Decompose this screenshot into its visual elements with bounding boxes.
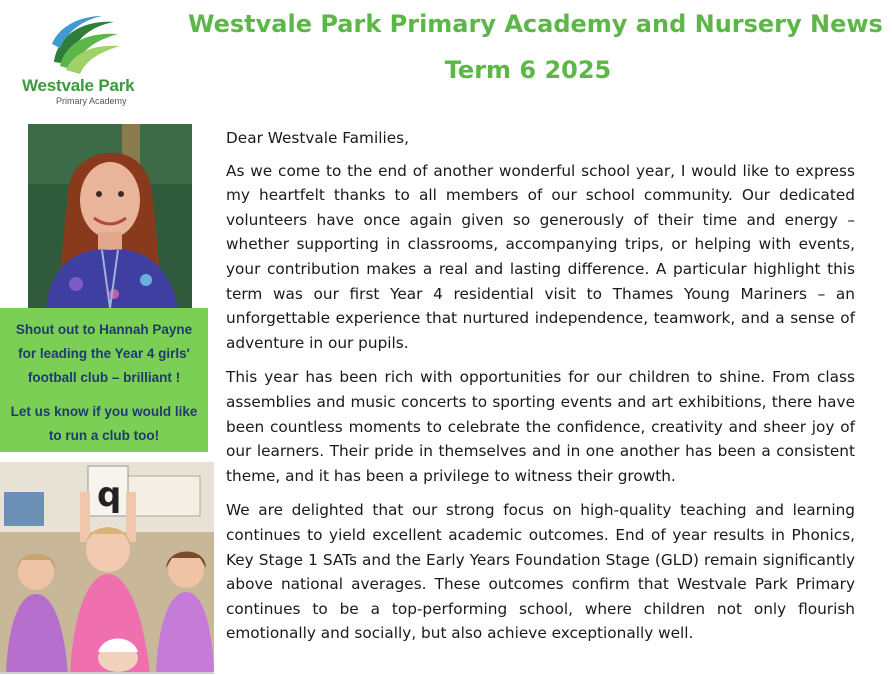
club-invite-text: Let us know if you would like to run a club too!: [10, 404, 198, 443]
headteacher-photo: [28, 124, 192, 308]
letter-body: [226, 126, 855, 656]
logo-swoosh-icon: [44, 14, 122, 76]
shout-out-text: Shout out to Hannah Payne for leading the Year 4 girls' football club – brilliant !: [15, 322, 193, 385]
letter-paragraph-thanks: As we come to the end of another wonderful school year, I would like to express my heartfelt thanks to all members of our school community. Our dedicated volunteers have once again given so generously of their time and energy – whether supporting in classrooms, accompanying trips, or helping with events, your contribution makes a real and lasting difference. A particular highlight this term was our first Year 4 residential visit to Thames Young Mariners – an unforgettable experience that nurtured independence, teamwork, and a sense of adventure in our pupils.: [226, 161, 855, 352]
letter-paragraph-opportunities: This year has been rich with opportunities for our children to shine. From class assemblies and music concerts to sporting events and art exhibitions, there have been countless moments to celebrate the confidence, creativity and sheer joy of our learners. Their pride in themselves and in one another has been a consistent theme, and it has been a privilege to witness their growth.: [226, 368, 855, 485]
shout-out-box: [0, 308, 208, 452]
children-photo: [0, 462, 214, 674]
newsletter-title: Westvale Park Primary Academy and Nursery News: [188, 10, 883, 38]
newsletter-term: Term 6 2025: [444, 56, 612, 84]
logo-school-name: Westvale Park: [22, 76, 135, 95]
school-logo: [18, 12, 148, 112]
photo-bottom-rule: [0, 672, 214, 674]
logo-school-subtitle: Primary Academy: [56, 96, 127, 106]
letter-paragraph-outcomes: We are delighted that our strong focus on high-quality teaching and learning continues to yield excellent academic outcomes. End of year results in Phonics, Key Stage 1 SATs and the Early Years Foundation Stage (GLD) remain significantly above national averages. These outcomes confirm that Westvale Park Primary continues to be a top-performing school, where children not only flourish emotionally and socially, but also achieve exceptionally well.: [226, 501, 855, 643]
svg-text:q: q: [97, 475, 122, 515]
letter-greeting: Dear Westvale Families,: [226, 129, 409, 147]
